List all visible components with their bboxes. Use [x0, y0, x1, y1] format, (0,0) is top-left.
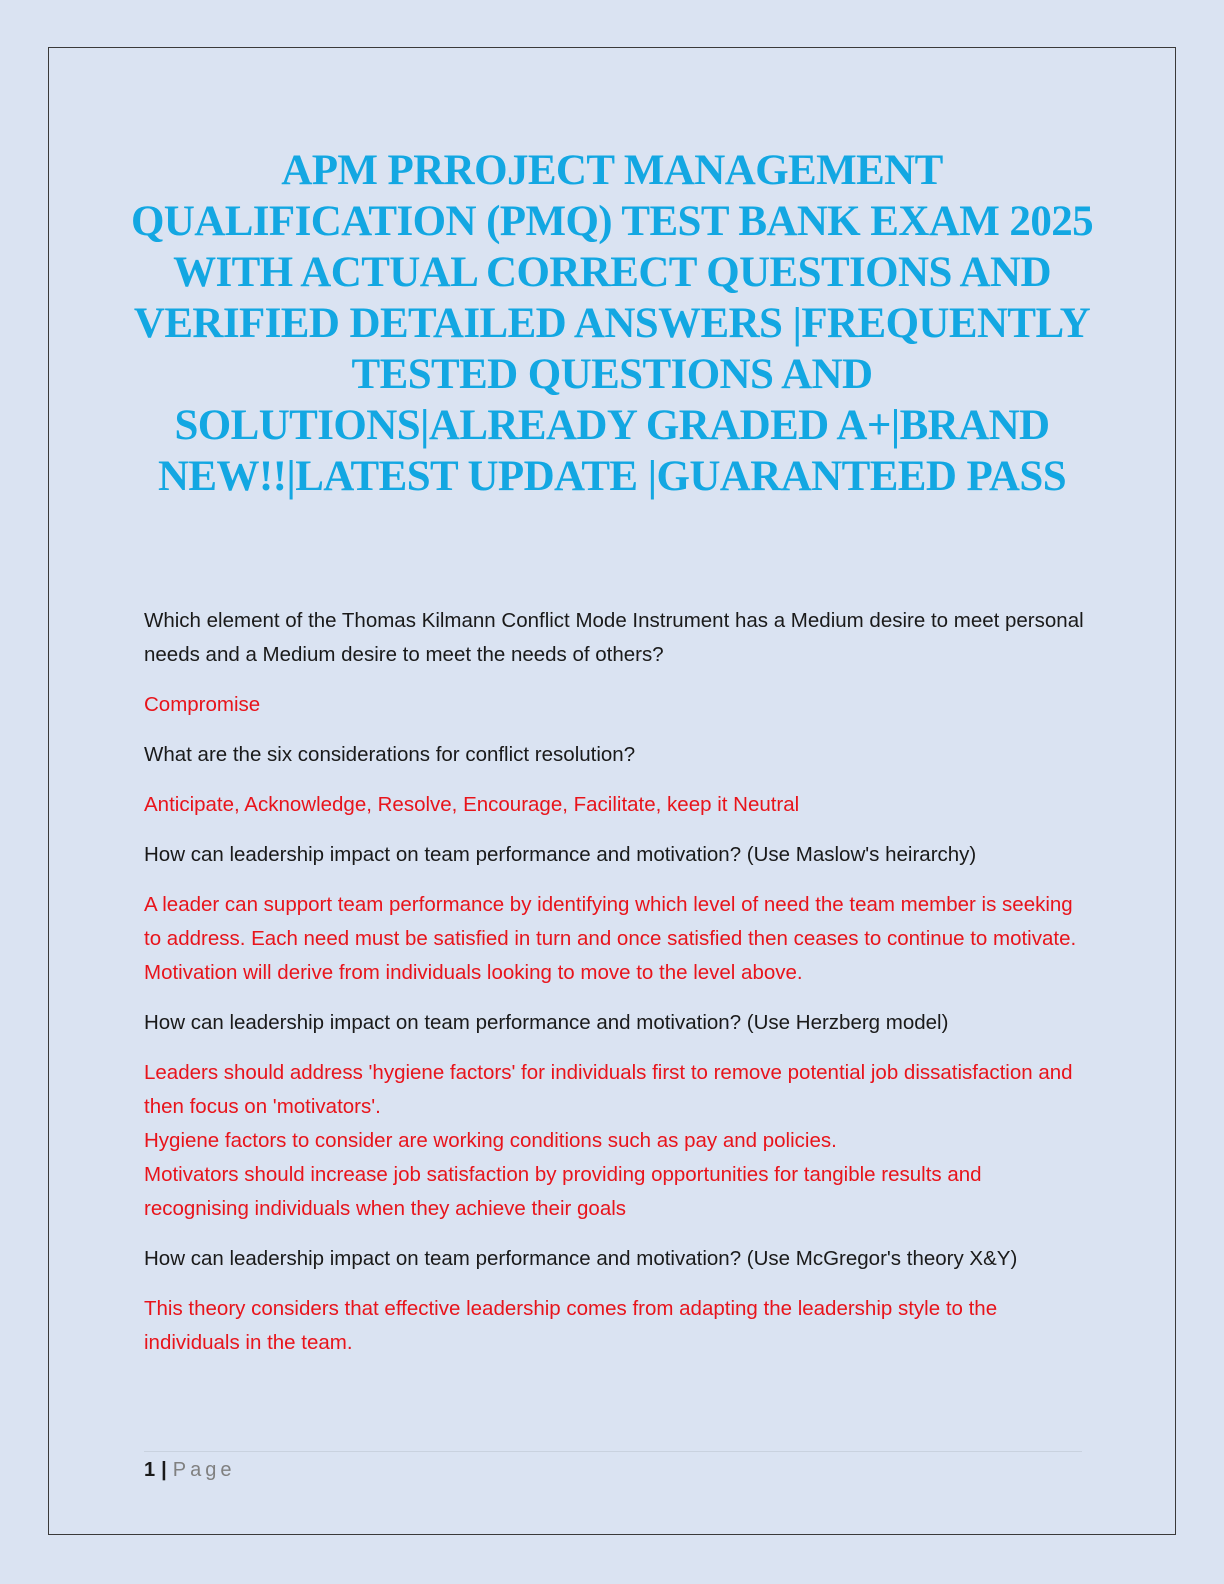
question-1: Which element of the Thomas Kilmann Conflict Mode Instrument has a Medium desire to meet personal needs and a Medium desire to meet the needs of others? [144, 609, 1084, 666]
question-4: How can leadership impact on team performance and motivation? (Use Herzberg model) [144, 1011, 949, 1034]
page-footer [144, 1456, 235, 1484]
question-5: How can leadership impact on team performance and motivation? (Use McGregor's theory X&Y) [144, 1247, 1018, 1270]
page-label: Page [172, 1459, 236, 1481]
answer-2: Anticipate, Acknowledge, Resolve, Encourage, Facilitate, keep it Neutral [144, 793, 800, 816]
answer-4-line-1: Leaders should address 'hygiene factors' for individuals first to remove potential job dissatisfaction and then focus on 'motivators'. [144, 1061, 1073, 1118]
answer-1: Compromise [144, 693, 261, 716]
answer-4-line-3: Motivators should increase job satisfaction by providing opportunities for tangible results and recognising individuals when they achieve their goals [144, 1163, 982, 1220]
question-3: How can leadership impact on team performance and motivation? (Use Maslow's heirarchy) [144, 843, 977, 866]
footer-divider [144, 1451, 1082, 1452]
qa-section [144, 604, 1090, 1376]
answer-4-line-2: Hygiene factors to consider are working conditions such as pay and policies. [144, 1129, 837, 1152]
document-title: APM PRROJECT MANAGEMENT QUALIFICATION (PMQ) TEST BANK EXAM 2025 WITH ACTUAL CORRECT QUESTIONS AND VERIFIED DETAILED ANSWERS |FREQUENTLY TESTED QUESTIONS AND SOLUTIONS|ALREADY GRADED A+|BRAND NEW!!|LATEST UPDATE |GUARANTEED PASS [130, 147, 1094, 500]
question-2: What are the six considerations for conflict resolution? [144, 743, 636, 766]
page-number: 1 [144, 1459, 156, 1481]
answer-4 [144, 1056, 1090, 1226]
answer-3: A leader can support team performance by identifying which level of need the team member is seeking to address. Each need must be satisfied in turn and once satisfied then ceases to continue to motivate. Motivation will derive from individuals looking to move to the level above. [144, 893, 1077, 984]
answer-5: This theory considers that effective leadership comes from adapting the leadership style to the individuals in the team. [144, 1297, 998, 1354]
footer-separator: | [161, 1459, 167, 1481]
